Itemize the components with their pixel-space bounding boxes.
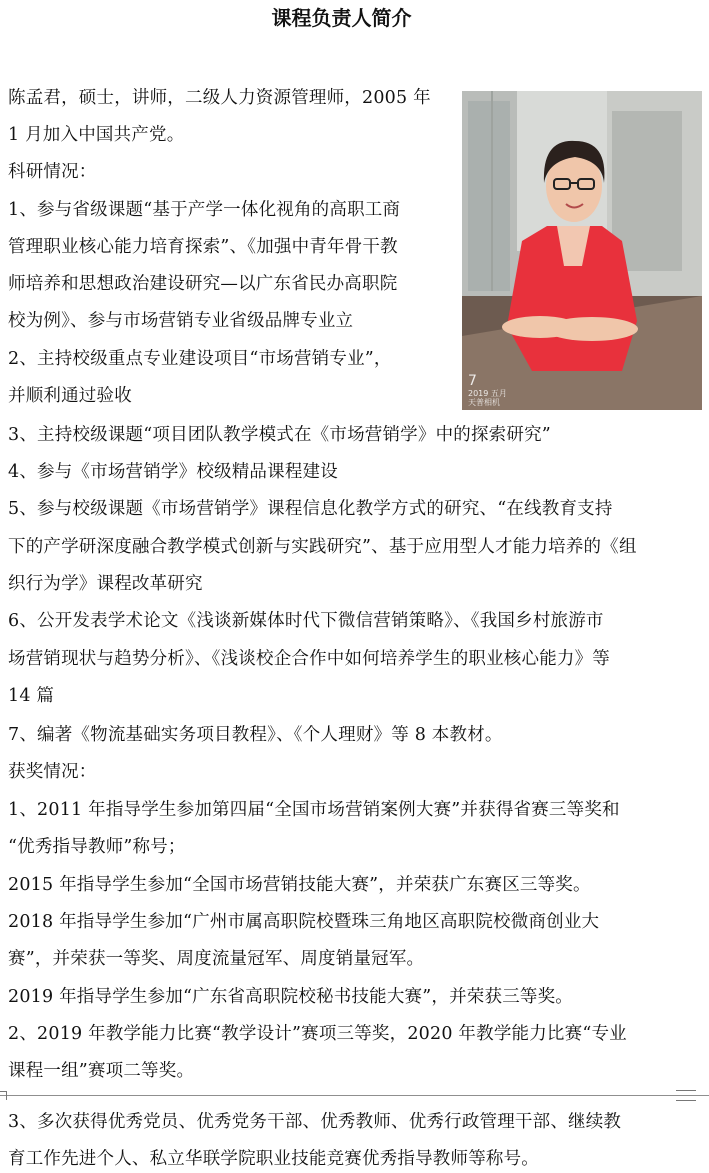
page-break-divider [0,1089,709,1103]
photo-watermark: 7 2019 五月 天普相机 [468,373,507,407]
portrait-photo [462,91,702,410]
text-line: 管理职业核心能力培育探索”、《加强中青年骨干教 [8,237,398,257]
text-line: 师培养和思想政治建设研究—以广东省民办高职院 [8,274,398,294]
text-line: 下的产学研深度融合教学模式创新与实践研究”、基于应用型人才能力培养的《组 [8,537,637,557]
text-line: 1 月加入中国共产党。 [8,125,185,145]
text-line: 4、参与《市场营销学》校级精品课程建设 [8,462,338,482]
text-line: 并顺利通过验收 [8,386,132,406]
text-line: 5、参与校级课题《市场营销学》课程信息化教学方式的研究、“在线教育支持 [8,499,613,519]
text-line: 校为例》、参与市场营销专业省级品牌专业立 [8,311,354,331]
text-line: 14 篇 [8,686,55,706]
text-line: 2018 年指导学生参加“广州市属高职院校暨珠三角地区高职院校微商创业大 [8,912,600,932]
text-line: 2015 年指导学生参加“全国市场营销技能大赛”，并荣获广东赛区三等奖。 [8,875,591,895]
text-line: “优秀指导教师”称号； [8,837,186,857]
text-line: 2019 年指导学生参加“广东省高职院校秘书技能大赛”，并荣获三等奖。 [8,987,573,1007]
text-line: 3、多次获得优秀党员、优秀党务干部、优秀教师、优秀行政管理干部、继续教 [8,1112,622,1132]
text-line: 6、公开发表学术论文《浅谈新媒体时代下微信营销策略》、《我国乡村旅游市 [8,611,604,631]
section-heading: 获奖情况： [8,762,97,782]
portrait-illustration [462,91,702,410]
text-line: 1、参与省级课题“基于产学一体化视角的高职工商 [8,200,401,220]
text-line: 育工作先进个人、私立华联学院职业技能竞赛优秀指导教师等称号。 [8,1149,539,1169]
text-line: 1、2011 年指导学生参加第四届“全国市场营销案例大赛”并获得省赛三等奖和 [8,800,620,820]
text-line: 2、主持校级重点专业建设项目“市场营销专业”， [8,349,392,369]
text-line: 织行为学》课程改革研究 [8,574,203,594]
text-line: 课程一组”赛项二等奖。 [8,1061,195,1081]
text-line: 7、编著《物流基础实务项目教程》、《个人理财》等 8 本教材。 [8,725,503,745]
text-line: 场营销现状与趋势分析》、《浅谈校企合作中如何培养学生的职业核心能力》等 [8,649,610,669]
text-line: 陈孟君，硕士，讲师，二级人力资源管理师，2005 年 [8,88,431,108]
text-line: 赛”，并荣获一等奖、周度流量冠军、周度销量冠军。 [8,949,425,969]
text-line: 2、2019 年教学能力比赛“教学设计”赛项三等奖，2020 年教学能力比赛“专业 [8,1024,627,1044]
text-line: 3、主持校级课题“项目团队教学模式在《市场营销学》中的探索研究” [8,425,551,445]
page-title: 课程负责人简介 [271,6,412,30]
section-heading: 科研情况： [8,162,97,182]
